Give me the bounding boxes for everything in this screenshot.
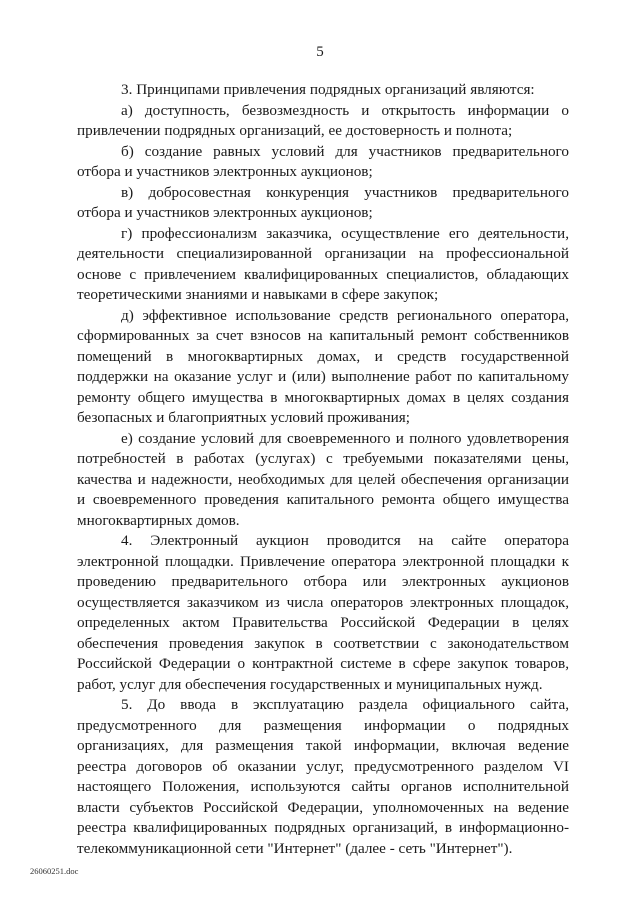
paragraph-5: 5. До ввода в эксплуатацию раздела официального сайта, предусмотренного для размещения информации о подрядных организациях, для размещения такой информации, включая ведение реестра договоров об оказании услуг, предусмотренного разделом VI настоящего Положения, используются сайты органов исполнительной власти субъектов Российской Федерации, уполномоченных на ведение реестра квалифицированных подрядных организаций, в информационно-телекоммуникационной сети "Интернет" (далее - сеть "Интернет"). — [77, 696, 569, 857]
paragraph-3a: а) доступность, безвозмездность и открытость информации о привлечении подрядных организаций, ее достоверность и полнота; — [77, 101, 569, 139]
paragraph-3g: г) профессионализм заказчика, осуществление его деятельности, деятельности специализированной организации на профессиональной основе с привлечением квалифицированных специалистов, обладающих теоретическими знаниями и навыками в сфере закупок; — [77, 224, 569, 303]
paragraph-3b: б) создание равных условий для участников предварительного отбора и участников электронных аукционов; — [77, 142, 569, 180]
paragraph-3-intro: 3. Принципами привлечения подрядных организаций являются: — [121, 81, 535, 98]
footer-filename: 26060251.doc — [30, 866, 79, 876]
paragraph-3v: в) добросовестная конкуренция участников предварительного отбора и участников электронных аукционов; — [77, 183, 569, 221]
page-number: 5 — [316, 44, 324, 60]
document-body — [77, 80, 569, 859]
paragraph-3e: е) создание условий для своевременного и полного удовлетворения потребностей в работах (услугах) с требуемыми показателями цены, качества и надежности, необходимых для целей обеспечения организации и своевременного проведения капитального ремонта общего имущества многоквартирных домов. — [77, 429, 569, 529]
paragraph-3d: д) эффективное использование средств регионального оператора, сформированных за счет взносов на капитальный ремонт собственников помещений в многоквартирных домах, и средств государственной поддержки на оказание услуг и (или) выполнение работ по капитальному ремонту общего имущества в многоквартирных домах в целях создания безопасных и благоприятных условий проживания; — [77, 306, 569, 426]
paragraph-4: 4. Электронный аукцион проводится на сайте оператора электронной площадки. Привлечение оператора электронной площадки к проведению предварительного отбора или электронных аукционов осуществляется заказчиком из числа операторов электронных площадок, определенных актом Правительства Российской Федерации в целях обеспечения проведения закупок в соответствии с законодательством Российской Федерации о контрактной системе в сфере закупок товаров, работ, услуг для обеспечения государственных и муниципальных нужд. — [77, 532, 569, 693]
